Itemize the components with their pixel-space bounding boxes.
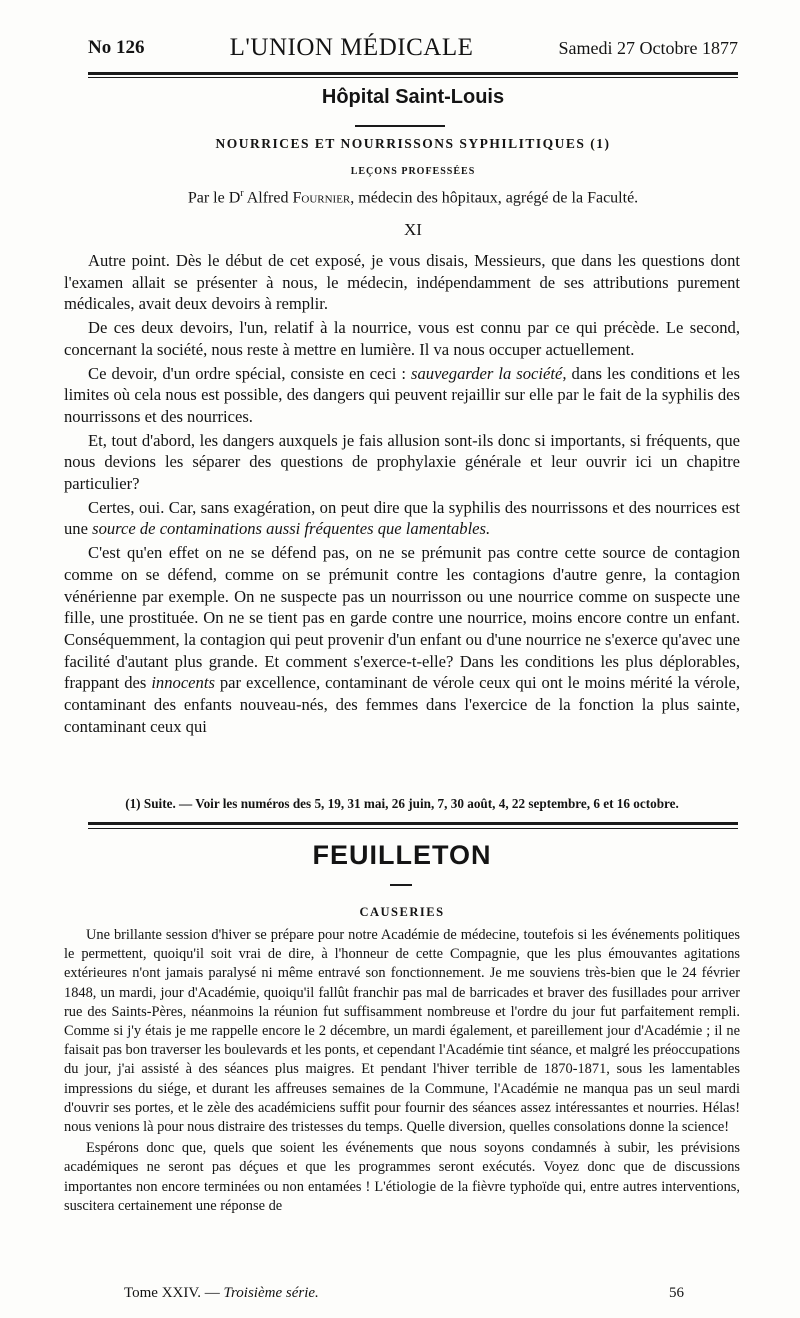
paragraph-text: Ce devoir, d'un ordre spécial, consiste en ceci :	[88, 363, 412, 383]
section-title: Hôpital Saint-Louis	[321, 86, 505, 108]
page-number: 56	[669, 1285, 684, 1301]
article-title	[88, 136, 738, 152]
paragraph: Une brillante session d'hiver se prépare pour notre Académie de médecine, toutefois si les événements politiques le permettent, quoiqu'il soit vrai de dire, à l'honneur de cette Compagnie, que les plus émouvantes agitations extérieures n'ont jamais paralysé ni même entravé son fonctionnement. Je me souviens très-bien que le 24 février 1848, un mardi, jour d'Académie, quoiqu'il fallût franchir pas mal de barricades et braver des fusillades pour arriver rue des Saints-Pères, néanmoins la réunion fut suffisamment nombreuse et l'ordre du jour fut parfaitement rempli. Comme si j'y étais je me rappelle encore le 2 décembre, un mardi également, et pareillement jour d'Académie ; il ne faisait pas bon traverser les boulevards et les ponts, et cependant l'Académie tint séance, et malgré les préoccupations du jour, j'ai assisté à des séances plus maigres. Et pendant l'hiver terrible de 1870-1871, sous les lamentables impressions du siége, et durant les affreuses semaines de la Commune, l'Académie ne manqua pas un seul mardi d'ouvrir ses portes, et le zèle des académiciens suffit pour fournir des séances assez intéressantes et nourries. Hélas! nous venions là pour nous distraire des tristesses du temps. Quelle diversion, quelles consolations donne la science!	[64, 927, 740, 1136]
article-byline	[88, 188, 738, 207]
byline-first-name: Alfred	[246, 189, 289, 207]
paragraph: Autre point. Dès le début de cet exposé, je vous disais, Messieurs, que dans les questions dont l'examen allait se présenter à nous, le médecin, indépendamment de ses attributions purement médicales, avait deux devoirs à remplir.	[64, 251, 740, 314]
article-title-note: (1)	[590, 136, 611, 151]
footnote: (1) Suite. — Voir les numéros des 5, 19, 31 mai, 26 juin, 7, 30 août, 4, 22 septembre, 6 et 16 octobre.	[125, 796, 679, 811]
paragraph-text: C'est qu'en effet on ne se défend pas, on ne se prémunit pas contre cette source de contagion comme on se défend, comme on se prémunit contre les contagions d'autre genre, la contagion vénérienne par exemple. On ne suspecte pas un nourrisson ou une nourrice comme on suspecte une fille, une prostituée. On ne se tient pas en garde contre une nourrice, moins encore contre un enfant. Conséquemment, la contagion qui peut provenir d'un enfant ou d'une nourrice ne s'exerce qu'avec une facilité d'autant plus grande. Et comment s'exerce-t-elle? Dans les conditions les plus déplorables, frappant des	[64, 543, 740, 693]
feuilleton-subheading: CAUSERIES	[359, 905, 445, 919]
byline-author-name: Fournier	[292, 189, 351, 207]
header-rule	[88, 72, 738, 75]
paragraph-emphasis: sauvegarder la société,	[411, 363, 567, 383]
paragraph-emphasis: innocents	[151, 673, 215, 693]
feuilleton-rule	[88, 822, 738, 825]
paragraph-emphasis: source de contaminations aussi fréquentes que lamentables.	[92, 519, 491, 539]
volume-label: Tome XXIV. —	[124, 1285, 224, 1301]
feuilleton-dash	[390, 884, 412, 886]
paragraph	[64, 363, 740, 428]
feuilleton-rule-thin	[88, 828, 738, 829]
paragraph-text: Certes, oui. Car, sans exagération, on peut dire que la syphilis des nourrissons et des nourrices est une	[64, 497, 740, 539]
section-divider	[355, 125, 445, 127]
byline-suffix: , médecin des hôpitaux, agrégé de la Faculté.	[350, 189, 639, 207]
article-subtitle: LEÇONS PROFESSÉES	[350, 166, 476, 177]
paragraph: Et, tout d'abord, les dangers auxquels je fais allusion sont-ils donc si importants, si fréquents, que nous devions les séparer des questions de prophylaxie générale et leur ouvrir ici un chapitre particulier?	[64, 430, 740, 494]
paragraph: De ces deux devoirs, l'un, relatif à la nourrice, vous est connu par ce qui précède. Le second, concernant la société, nous reste à mettre en lumière. Il va nous occuper actuellement.	[64, 318, 740, 359]
lecture-number: XI	[404, 220, 422, 239]
feuilleton-body	[64, 926, 740, 1218]
byline-sup: r	[240, 188, 244, 199]
series-label: Troisième série.	[223, 1285, 319, 1301]
paragraph: Espérons donc que, quels que soient les événements que nous soyons condamnés à subir, les prévisions académiques ne seront pas déçues et que les programmes seront exécutés. Voyez donc que de discussions importantes non encore terminées ou non entamées ! L'étiologie de la fièvre typhoïde qui, entre autres interventions, suscitera certainement une réponse de	[64, 1140, 740, 1214]
page-header	[88, 30, 738, 66]
feuilleton-heading: FEUILLETON	[312, 840, 492, 870]
paragraph-text: dans les conditions et les limites où cela nous est possible, des dangers qui peuvent rejaillir sur elle par le fait de la syphilis des nourrissons et des nourrices.	[64, 363, 740, 426]
page-footer	[124, 1285, 684, 1302]
paragraph	[64, 497, 740, 540]
header-rule-thin	[88, 77, 738, 78]
issue-number: No 126	[88, 37, 145, 58]
volume-info	[124, 1285, 319, 1302]
journal-title: L'UNION MÉDICALE	[229, 34, 474, 61]
paragraph	[64, 542, 740, 737]
article-body	[64, 250, 740, 739]
paragraph-text: par excellence, contaminant de vérole ceux qui ont le moins mérité la vérole, contaminant des enfants nouveau-nés, des femmes dans l'exercice de la fonction la plus sainte, contaminant ceux qui	[64, 673, 740, 736]
issue-date: Samedi 27 Octobre 1877	[558, 37, 738, 58]
byline-prefix: Par le D	[187, 189, 241, 207]
article-title-text: NOURRICES ET NOURRISSONS SYPHILITIQUES	[215, 136, 586, 151]
